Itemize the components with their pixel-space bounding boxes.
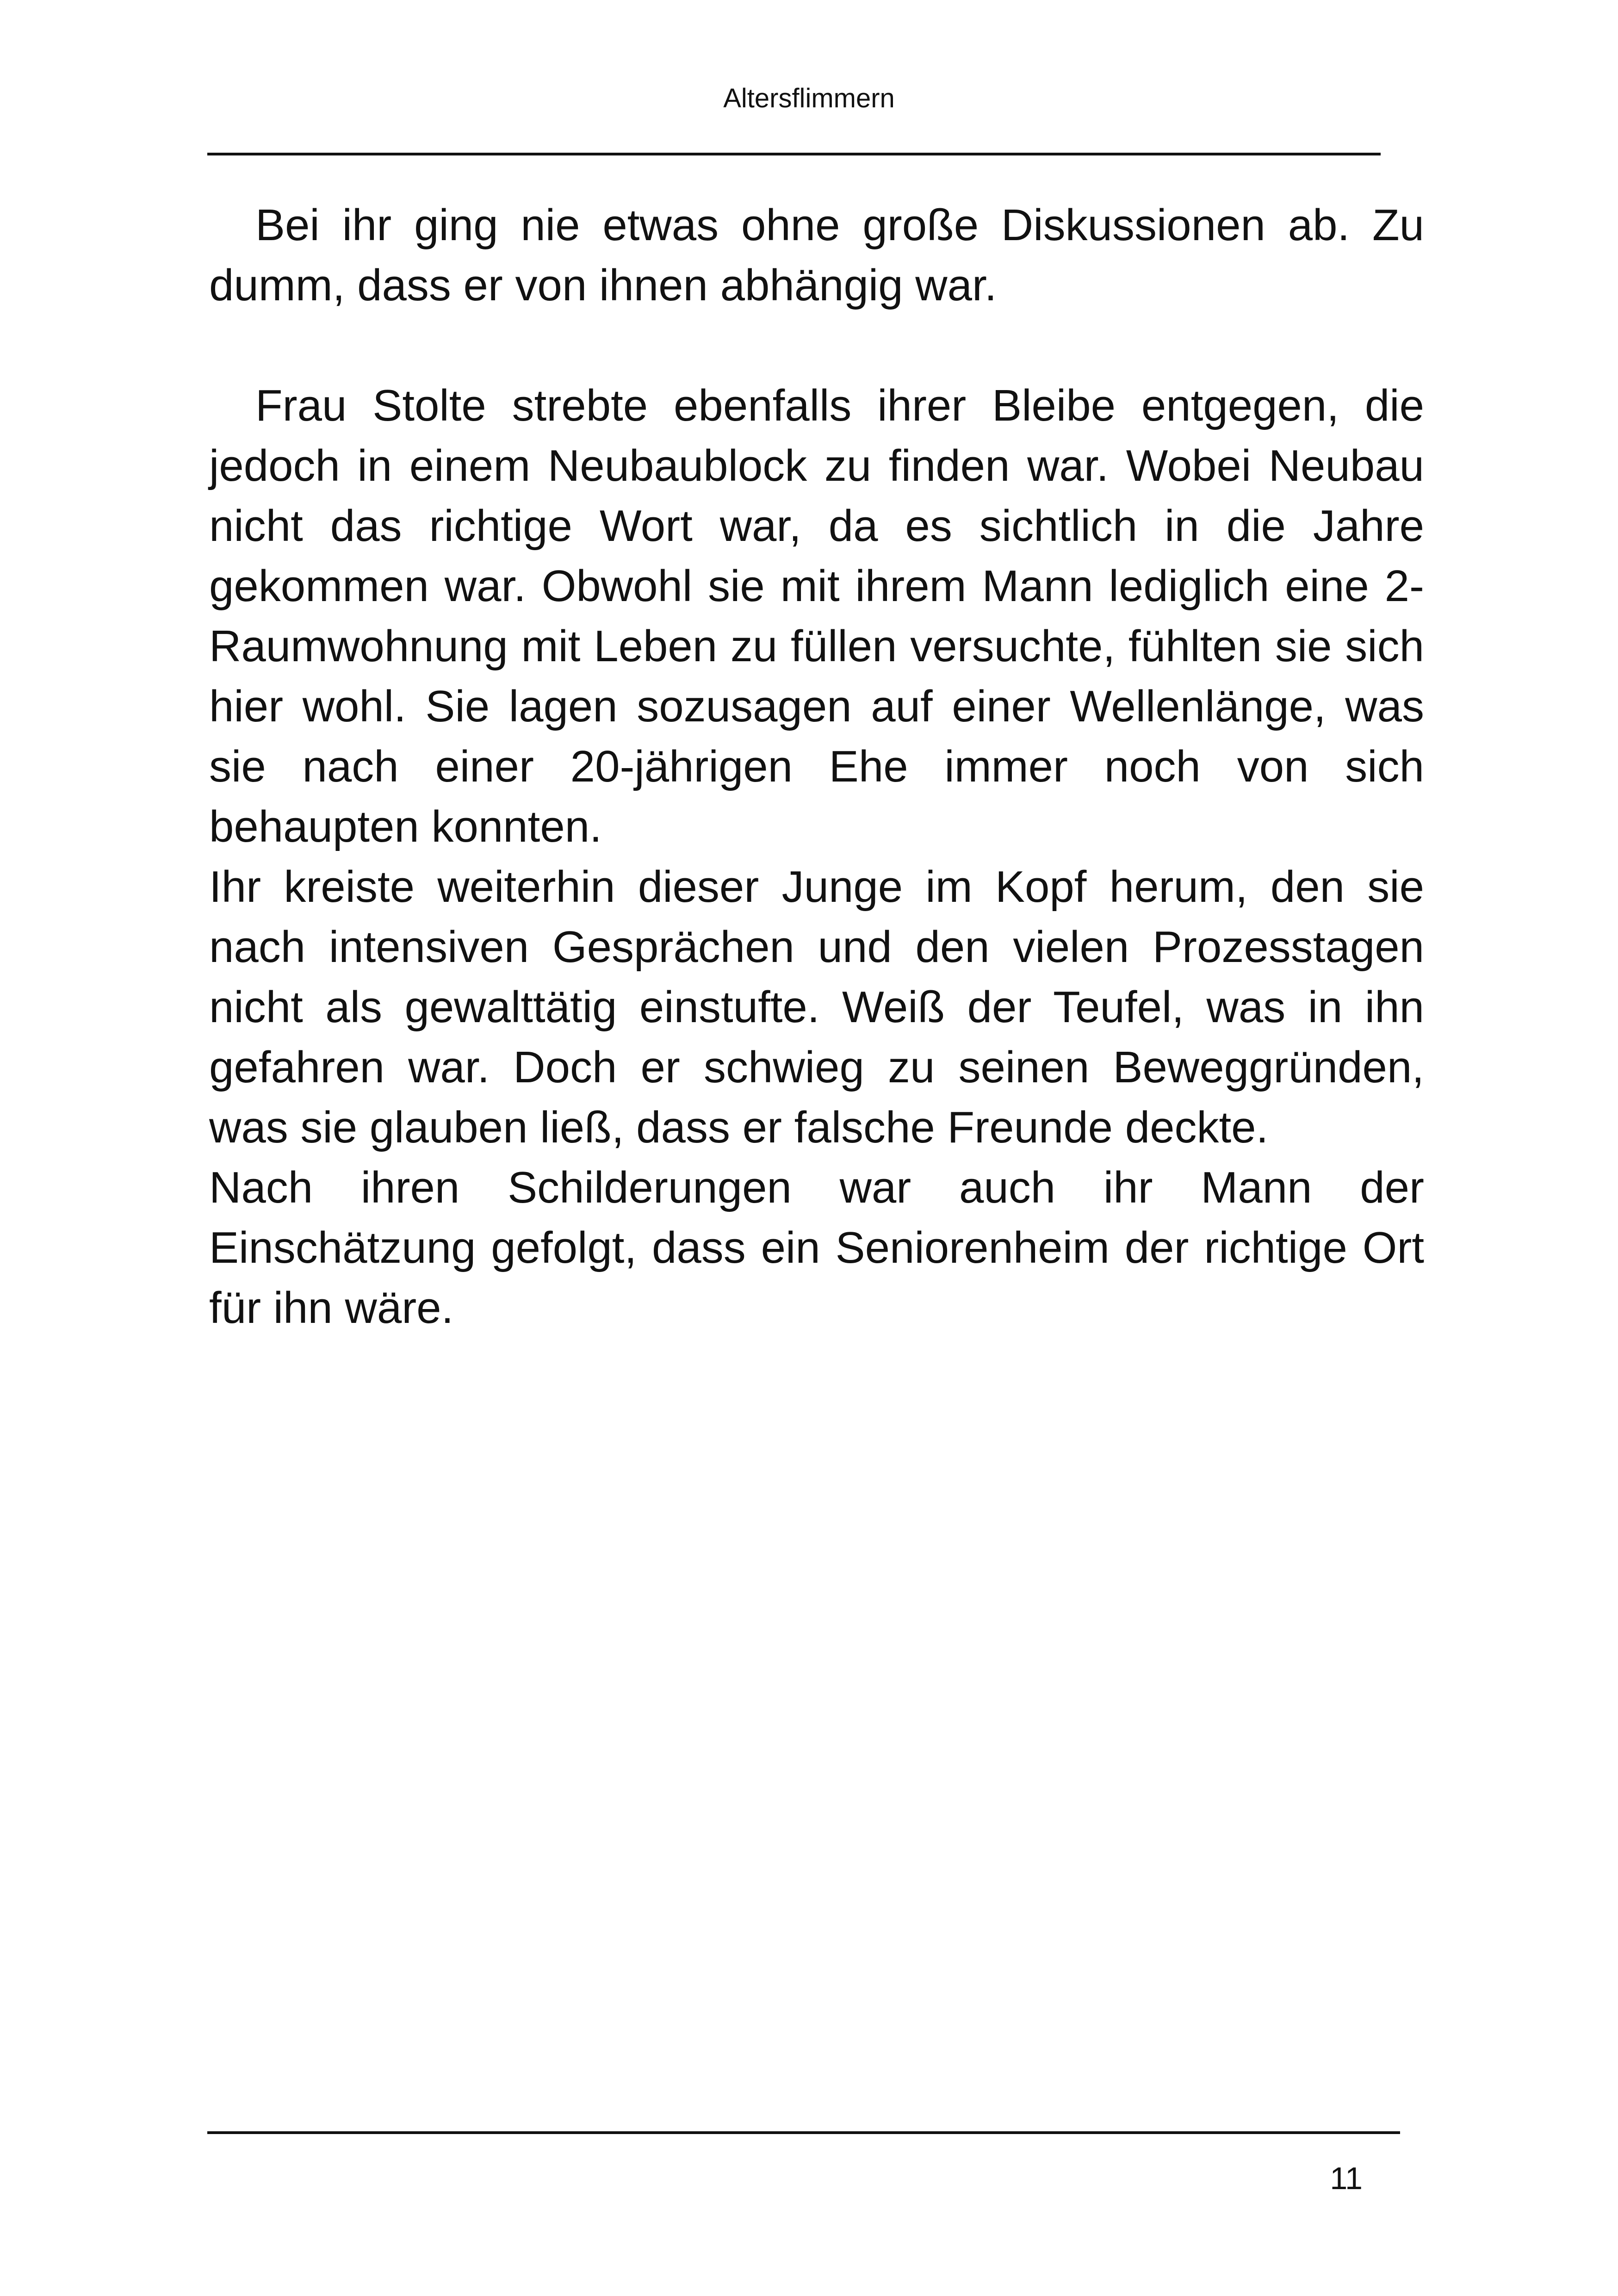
paragraph: Bei ihr ging nie etwas ohne große Diskussionen ab. Zu dumm, dass er von ihnen abhängig war. bbox=[209, 200, 1424, 310]
body-text bbox=[209, 195, 1424, 1338]
page-number: 11 bbox=[1330, 2161, 1363, 2196]
header-rule bbox=[207, 153, 1381, 155]
paragraph: Ihr kreiste weiterhin dieser Junge im Kopf herum, den sie nach intensiven Gesprächen und den vielen Prozesstagen nicht als gewalttätig einstufte. Weiß der Teufel, was in ihn gefahren war. Doch er schwieg zu seinen Beweggründen, was sie glauben ließ, dass er falsche Freunde deckte. bbox=[209, 862, 1424, 1152]
running-header: Altersflimmern bbox=[723, 83, 895, 113]
paragraph-gap bbox=[209, 316, 1424, 376]
footer-rule bbox=[207, 2131, 1400, 2134]
paragraph: Nach ihren Schilderungen war auch ihr Mann der Einschätzung gefolgt, dass ein Seniorenheim der richtige Ort für ihn wäre. bbox=[209, 1163, 1424, 1333]
paragraph: Frau Stolte strebte ebenfalls ihrer Bleibe entgegen, die jedoch in einem Neubaublock zu finden war. Wobei Neubau nicht das richtige Wort war, da es sichtlich in die Jahre gekommen war. Obwohl sie mit ihrem Mann lediglich eine 2-Raumwohnung mit Leben zu füllen versuchte, fühlten sie sich hier wohl. Sie lagen sozusagen auf einer Wellenlänge, was sie nach einer 20-jährigen Ehe immer noch von sich behaupten konnten. bbox=[209, 381, 1424, 851]
